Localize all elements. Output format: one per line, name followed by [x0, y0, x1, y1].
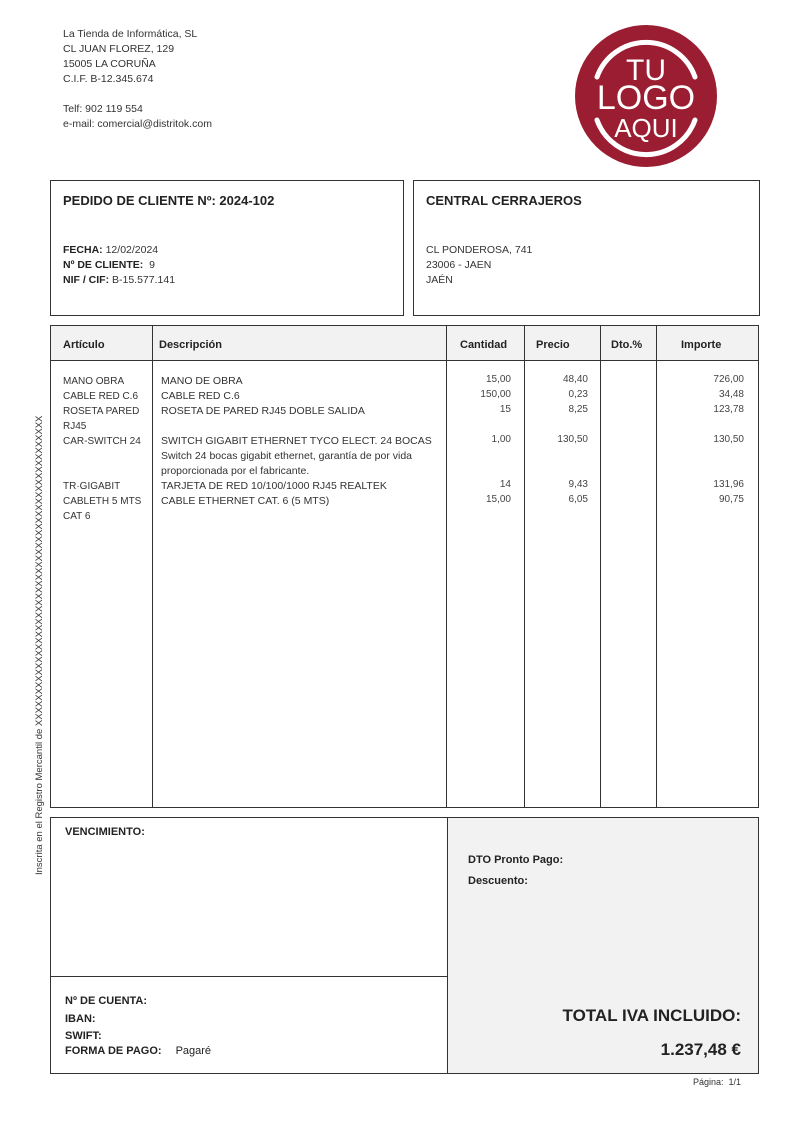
item-quantity: 150,00	[480, 389, 511, 400]
cuenta-label: Nº DE CUENTA:	[65, 995, 148, 1007]
table-body	[51, 374, 758, 524]
item-quantity: 15	[499, 404, 511, 415]
item-price: 48,40	[562, 374, 588, 385]
header-precio: Precio	[536, 339, 570, 351]
customer-name: CENTRAL CERRAJEROS	[426, 193, 582, 208]
item-price: 8,25	[568, 404, 588, 415]
order-title: PEDIDO DE CLIENTE Nº: 2024-102	[63, 193, 275, 208]
item-price: 0,23	[568, 389, 588, 400]
descuento-label: Descuento:	[468, 875, 528, 887]
table-row	[51, 494, 758, 524]
customer-province: JAÉN	[426, 274, 453, 286]
item-description	[153, 374, 447, 389]
registry-text: Inscrita en el Registro Mercantil de XXXXXXXXXXXXXXXXXXXXXXXXXXXXXXXXXXXXXXXXXXXXXXXXX	[34, 415, 45, 875]
item-code: CABLETH 5 MTS CAT 6	[63, 496, 142, 522]
customer-address: CL PONDEROSA, 741	[426, 244, 533, 256]
table-row	[51, 374, 758, 389]
header-dto: Dto.%	[611, 339, 643, 351]
item-amount: 34,48	[718, 389, 744, 400]
company-cif: C.I.F. B-12.345.674	[63, 73, 154, 85]
logo	[575, 25, 717, 167]
table-row	[51, 389, 758, 404]
logo-line2: LOGO	[596, 79, 696, 117]
header-importe: Importe	[681, 339, 722, 351]
page-number: Página: 1/1	[692, 1077, 741, 1087]
table-row	[51, 434, 758, 479]
description-note: Switch 24 bocas gigabit ethernet, garantía de por vida proporcionada por el fabricante.	[161, 450, 412, 477]
total-label: TOTAL IVA INCLUIDO:	[562, 1006, 741, 1025]
company-phone: Telf: 902 119 554	[63, 103, 143, 115]
item-quantity: 15,00	[485, 494, 511, 505]
table-header	[51, 326, 758, 361]
item-code: MANO OBRA	[63, 376, 125, 387]
description-text: ROSETA DE PARED RJ45 DOBLE SALIDA	[161, 405, 365, 417]
item-amount: 90,75	[718, 494, 744, 505]
table-row	[51, 404, 758, 434]
customer-box	[413, 180, 760, 316]
cliente-label: Nº DE CLIENTE:	[63, 259, 144, 271]
company-info	[63, 27, 212, 132]
header-descripcion: Descripción	[159, 339, 222, 351]
item-amount: 130,50	[713, 434, 744, 445]
fecha-label: FECHA:	[63, 244, 103, 256]
item-description	[153, 404, 447, 434]
item-amount: 726,00	[713, 374, 744, 385]
forma-label: FORMA DE PAGO:	[65, 1045, 162, 1057]
logo-line3: AQUI	[614, 113, 678, 143]
nif-value: B-15.577.141	[112, 274, 176, 286]
item-amount: 123,78	[713, 404, 744, 415]
item-code: CAR-SWITCH 24	[63, 436, 141, 447]
item-quantity: 1,00	[491, 434, 511, 445]
item-quantity: 14	[499, 479, 511, 490]
description-text: MANO DE OBRA	[161, 375, 243, 387]
order-box	[50, 180, 404, 316]
fecha-value: 12/02/2024	[105, 244, 159, 256]
customer-city: 23006 - JAEN	[426, 259, 492, 271]
iban-label: IBAN:	[65, 1013, 96, 1025]
item-code: ROSETA PARED RJ45	[63, 406, 140, 432]
description-text: SWITCH GIGABIT ETHERNET TYCO ELECT. 24 BOCAS	[161, 435, 432, 447]
dto-pronto-label: DTO Pronto Pago:	[468, 854, 564, 866]
company-address: CL JUAN FLOREZ, 129	[63, 43, 175, 55]
item-price: 6,05	[568, 494, 588, 505]
item-code: TR·GIGABIT	[63, 481, 121, 492]
item-amount: 131,96	[713, 479, 744, 490]
table-row	[51, 479, 758, 494]
company-city: 15005 LA CORUÑA	[63, 58, 156, 70]
cliente-value: 9	[149, 259, 155, 271]
item-description	[153, 479, 447, 494]
items-table	[50, 325, 759, 808]
nif-label: NIF / CIF:	[63, 274, 110, 286]
description-text: CABLE ETHERNET CAT. 6 (5 MTS)	[161, 495, 330, 507]
item-quantity: 15,00	[485, 374, 511, 385]
item-price: 9,43	[568, 479, 588, 490]
item-description	[153, 389, 447, 404]
vencimiento-label: VENCIMIENTO:	[65, 826, 145, 838]
description-text: CABLE RED C.6	[161, 390, 240, 402]
total-value: 1.237,48 €	[660, 1040, 741, 1059]
totals-section	[50, 817, 759, 1074]
item-description	[153, 434, 447, 479]
header-cantidad: Cantidad	[460, 339, 508, 351]
description-text: TARJETA DE RED 10/100/1000 RJ45 REALTEK	[161, 480, 387, 492]
item-price: 130,50	[557, 434, 588, 445]
swift-label: SWIFT:	[65, 1030, 102, 1042]
item-description	[153, 494, 447, 524]
item-code: CABLE RED C.6	[63, 391, 139, 402]
company-email: e-mail: comercial@distritok.com	[63, 118, 212, 130]
logo-line1: TU	[626, 54, 666, 87]
forma-value: Pagaré	[175, 1045, 212, 1057]
header-articulo: Artículo	[63, 339, 105, 351]
company-name: La Tienda de Informática, SL	[63, 28, 198, 40]
